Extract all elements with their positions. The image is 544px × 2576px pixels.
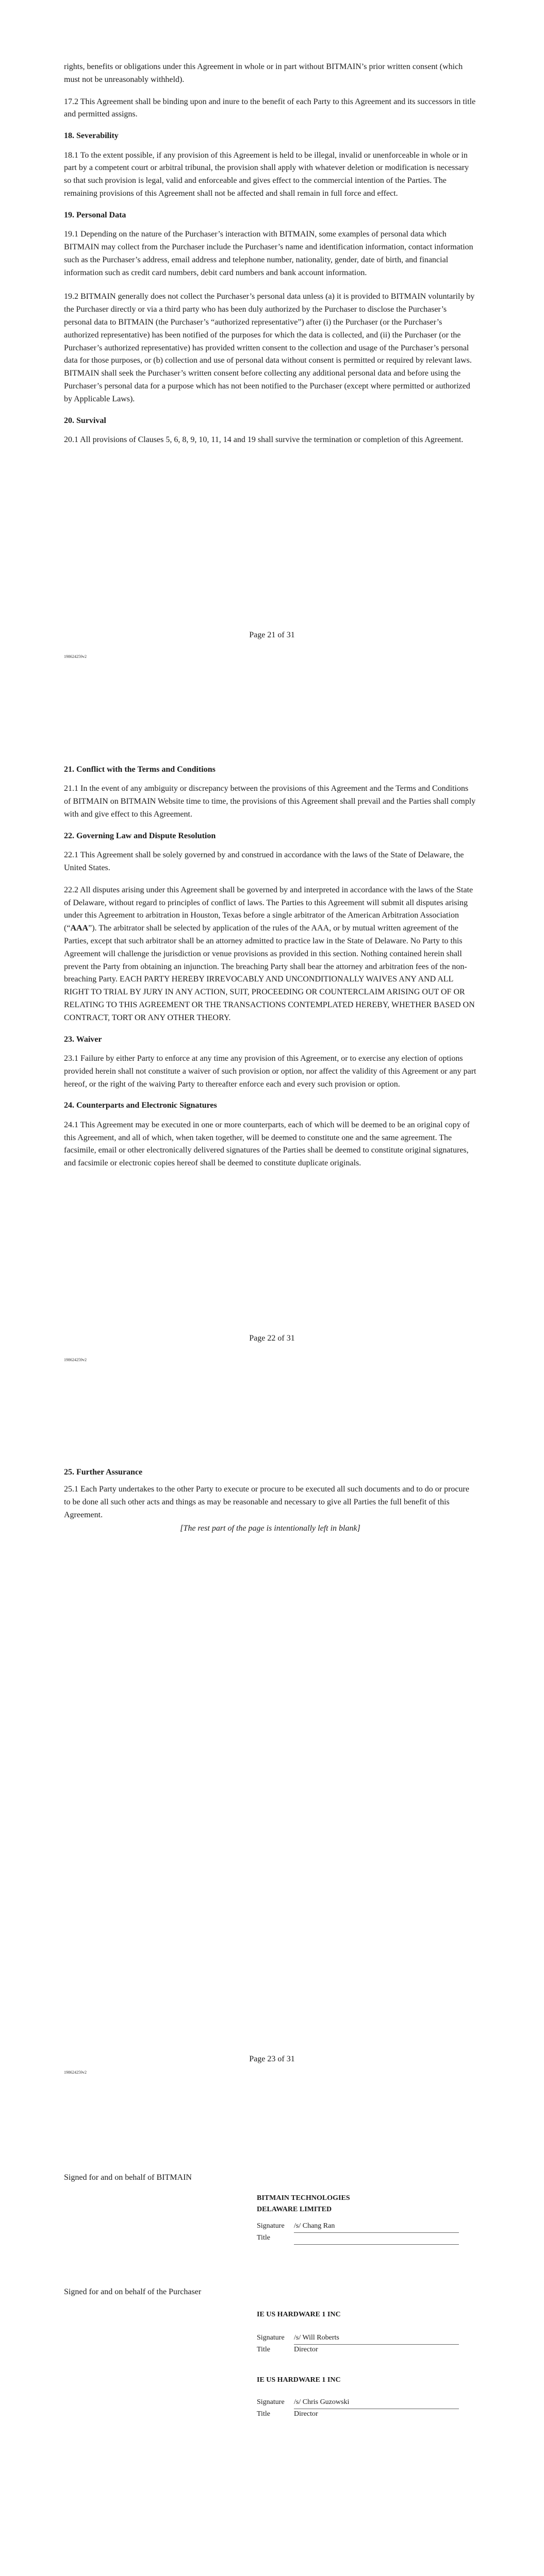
bitmain-signature-value: /s/ Chang Ran xyxy=(294,2222,459,2233)
title-key: Title xyxy=(257,2346,270,2353)
purchaser-entity-2: IE US HARDWARE 1 INC xyxy=(257,2376,341,2384)
clause-22-2-aaa: AAA xyxy=(70,924,89,933)
clause-22-2-part-b: ”). The arbitrator shall be selected by application of the rules of the AAA, or by mutual written agreement of the Parties, except that such arbitrator shall be an attorney admitted to practice law in the State of Delaware. No Party to this Agreement will challenge the jurisdiction or venue provisions as provided in this section. Nothing contained herein shall prevent the Party from obtaining an injunction. The breaching Party shall bear the attorney and arbitration fees of the non-breaching Party. EACH PARTY HEREBY IRREVOCABLY AND UNCONDITIONALLY WAIVES ANY AND ALL RIGHT TO TRIAL BY JURY IN ANY ACTION, SUIT, PROCEEDING OR COUNTERCLAIM ARISING OUT OF OR RELATING TO THIS AGREEMENT OR THE TRANSACTIONS CONTEMPLATED HEREBY, WHETHER BASED ON CONTRACT, TORT OR ANY OTHER THEORY. xyxy=(64,924,475,1022)
bitmain-signature-row xyxy=(257,2222,460,2233)
page-number: Page 22 of 31 xyxy=(249,1334,295,1343)
blank-page-note: [The rest part of the page is intentionally left in blank] xyxy=(180,1524,360,1533)
title-key: Title xyxy=(257,2410,270,2418)
signature-key: Signature xyxy=(257,2334,285,2342)
clause-22-1: 22.1 This Agreement shall be solely governed by and construed in accordance with the laws of the State of Delaware, the United States. xyxy=(64,851,464,872)
bitmain-entity-line-1: BITMAIN TECHNOLOGIES xyxy=(257,2194,350,2202)
clause-22-2 xyxy=(64,884,476,1025)
page-23-body xyxy=(64,1467,476,1522)
clause-21-1: 21.1 In the event of any ambiguity or discrepancy between the provisions of this Agreement and the Terms and Conditions of BITMAIN on BITMAIN Website time to time, the provisions of this Agreement shall prevail and the Parties shall comply with and give effect to this Agreement. xyxy=(64,784,476,819)
clause-23-1: 23.1 Failure by either Party to enforce at any time any provision of this Agreement, or to exercise any election of options provided herein shall not constitute a waiver of such provision or option, nor affect the validity of this Agreement or any part hereof, or the right of the waiving Party to thereafter enforce each and every such provision or option. xyxy=(64,1054,476,1089)
doc-id: 198624259v2 xyxy=(64,2070,87,2075)
heading-further-assurance: 25. Further Assurance xyxy=(64,1468,143,1477)
clause-22-2-part-a: 22.2 All disputes arising under this Agreement shall be governed by and interpreted in accordance with the laws of the State of Delaware, without regard to principles of conflict of laws. The Parties to this Agreement will submit all disputes arising under this Agreement to arbitration in Houston, Texas before a single arbitrator of the American Arbitration Association (“ xyxy=(64,885,473,933)
heading-governing-law: 22. Governing Law and Dispute Resolution xyxy=(64,831,216,840)
purchaser-1-signature-value: /s/ Will Roberts xyxy=(294,2334,459,2345)
page-23 xyxy=(0,1406,544,2110)
page-22-body xyxy=(64,764,476,1170)
heading-personal-data: 19. Personal Data xyxy=(64,210,126,219)
purchaser-1-signature-row xyxy=(257,2334,460,2345)
signature-key: Signature xyxy=(257,2222,285,2230)
clause-20-1: 20.1 All provisions of Clauses 5, 6, 8, 9, 10, 11, 14 and 19 shall survive the termination or completion of this Agreement. xyxy=(64,435,464,444)
title-key: Title xyxy=(257,2234,270,2242)
heading-counterparts: 24. Counterparts and Electronic Signatures xyxy=(64,1101,217,1110)
signature-key: Signature xyxy=(257,2398,285,2406)
doc-id: 198624259v2 xyxy=(64,654,87,659)
heading-severability: 18. Severability xyxy=(64,131,119,141)
bitmain-entity-name xyxy=(257,2193,350,2215)
bitmain-title-row xyxy=(257,2234,460,2245)
clause-17-1-continuation: rights, benefits or obligations under this Agreement in whole or in part without BITMAIN’s prior written consent (which must not be unreasonably withheld). xyxy=(64,62,463,84)
purchaser-signature-label: Signed for and on behalf of the Purchaser xyxy=(64,2287,202,2296)
clause-19-2: 19.2 BITMAIN generally does not collect the Purchaser’s personal data unless (a) it is provided to BITMAIN voluntarily by the Purchaser directly or via a third party who has been duly authorized by the Purchaser to disclose the Purchaser’s personal data to BITMAIN (the Purchaser’s “authorized representative”) after (i) the Purchaser (or the Purchaser’s authorized representative) has been notified of the purposes for which the data is collected, and (ii) the Purchaser (or the Purchaser’s authorized representative) has provided written consent to the collection and usage of the Purchaser’s personal data for those purposes, or (b) collection and use of personal data without consent is permitted or required by relevant laws. BITMAIN shall seek the Purchaser’s written consent before collecting any additional personal data and before using the Purchaser’s personal data for a purpose which has not been notified to the Purchaser (except where permitted or authorized by Applicable Laws). xyxy=(64,292,475,403)
heading-survival: 20. Survival xyxy=(64,416,106,425)
page-number: Page 23 of 31 xyxy=(249,2055,295,2063)
page-21-body xyxy=(64,61,476,447)
page-24 xyxy=(0,2110,544,2576)
clause-24-1: 24.1 This Agreement may be executed in one or more counterparts, each of which will be deemed to be an original copy of this Agreement, and all of which, when taken together, will be deemed to constitute one and the same agreement. The facsimile, email or other electronically delivered signatures of the Parties shall be deemed to constitute original signatures, and facsimile or electronic copies hereof shall be deemed to constitute duplicate originals. xyxy=(64,1120,470,1168)
bitmain-title-value xyxy=(294,2234,459,2245)
purchaser-entity-1: IE US HARDWARE 1 INC xyxy=(257,2311,341,2318)
bitmain-entity-line-2: DELAWARE LIMITED xyxy=(257,2205,332,2213)
purchaser-1-title-value: Director xyxy=(294,2346,318,2353)
purchaser-1-title-row xyxy=(257,2346,460,2357)
heading-waiver: 23. Waiver xyxy=(64,1035,102,1044)
doc-id: 198624259v2 xyxy=(64,1358,87,1362)
bitmain-signature-label: Signed for and on behalf of BITMAIN xyxy=(64,2173,192,2182)
clause-17-2: 17.2 This Agreement shall be binding upon and inure to the benefit of each Party to this Agreement and its successors in title and permitted assigns. xyxy=(64,97,476,119)
clause-18-1: 18.1 To the extent possible, if any provision of this Agreement is held to be illegal, invalid or unenforceable in whole or in part by a competent court or arbitral tribunal, the provision shall apply with whatever deletion or modification is necessary so that such provision is legal, valid and enforceable and gives effect to the commercial intention of the Parties. The remaining provisions of this Agreement shall not be affected and shall remain in full force and effect. xyxy=(64,150,469,198)
purchaser-2-title-row xyxy=(257,2410,460,2421)
clause-19-1: 19.1 Depending on the nature of the Purchaser’s interaction with BITMAIN, some examples of personal data which BITMAIN may collect from the Purchaser include the Purchaser’s name and identification information, contact information such as the Purchaser’s address, email address and telephone number, nationality, gender, date of birth, and financial information such as credit card numbers, debit card numbers and bank account information. xyxy=(64,230,473,277)
page-22 xyxy=(0,703,544,1406)
purchaser-2-title-value: Director xyxy=(294,2410,318,2418)
clause-25-1: 25.1 Each Party undertakes to the other Party to execute or procure to be executed all such documents and to do or procure to be done all such other acts and things as may be reasonable and necessary to give all Parties the full benefit of this Agreement. xyxy=(64,1485,469,1519)
purchaser-2-signature-value: /s/ Chris Guzowski xyxy=(294,2398,459,2409)
page-number: Page 21 of 31 xyxy=(249,631,295,639)
heading-conflict: 21. Conflict with the Terms and Conditions xyxy=(64,765,216,774)
page-21 xyxy=(0,0,544,703)
purchaser-2-signature-row xyxy=(257,2398,460,2410)
